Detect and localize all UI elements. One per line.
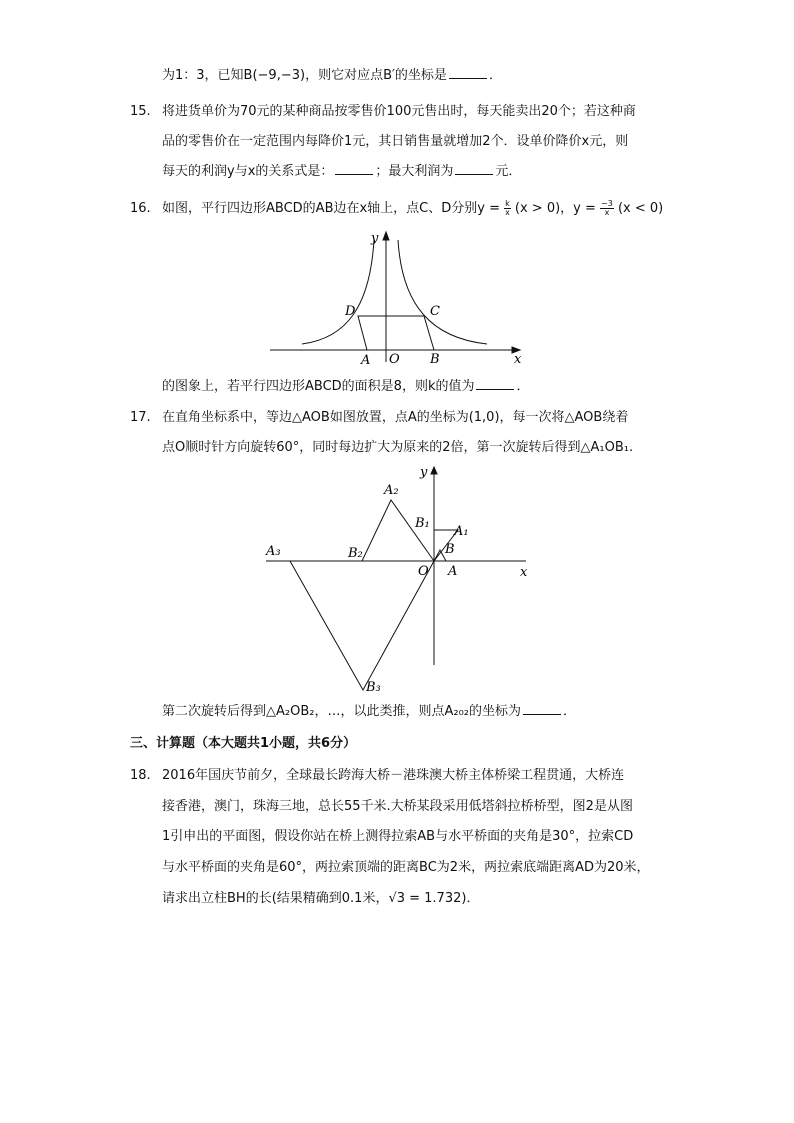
q17-number: 17.	[130, 410, 151, 425]
q14-text: 为1：3，已知B(−9,−3)，则它对应点B′的坐标是	[162, 68, 447, 83]
q18-line3: 1引申出的平面图，假设你站在桥上测得拉索AB与水平桥面的夹角是30°，拉索CD	[162, 829, 634, 844]
y-axis-arrow	[431, 467, 437, 474]
q15-blank-2[interactable]	[455, 162, 493, 175]
label-y: y	[420, 465, 428, 480]
q16-number: 16.	[130, 201, 151, 216]
label-B: B	[445, 542, 455, 557]
q14-answer-blank[interactable]	[449, 66, 487, 79]
label-O: O	[389, 352, 400, 366]
q17-line3: 第二次旋转后得到△A₂OB₂，…，以此类推，则点A₂₀₂的坐标为 ．	[162, 704, 577, 719]
y-axis-arrow	[383, 232, 389, 240]
label-A1: A₁	[454, 524, 469, 539]
label-D: D	[345, 304, 356, 319]
label-y: y	[371, 231, 379, 246]
fraction-neg3-over-x: $\frac{-3}{x}$	[601, 199, 613, 217]
label-B3: B₃	[366, 680, 381, 695]
hyperbola-left	[302, 240, 374, 344]
q15-line2: 品的零售价在一定范围内每降价1元，其日销售量就增加2个．设单价降价x元，则	[162, 134, 629, 149]
parallelogram-ABCD	[358, 316, 434, 350]
q18-line4: 与水平桥面的夹角是60°，两拉索顶端的距离BC为2米，两拉索底端距离AD为20米，	[162, 860, 650, 875]
q17-line2: 点O顺时针方向旋转60°，同时每边扩大为原来的2倍，第一次旋转后得到△A₁OB₁.	[162, 440, 634, 455]
q15-line1: 将进货单价为70元的某种商品按零售价100元售出时，每天能卖出20个；若这种商	[162, 104, 636, 119]
q16-line2: 的图象上，若平行四边形ABCD的面积是8，则k的值为 ．	[162, 379, 530, 394]
section3-title: 三、计算题（本大题共1小题，共6分）	[130, 736, 357, 751]
q16-figure	[262, 226, 532, 366]
label-B: B	[430, 352, 440, 366]
label-B1: B₁	[415, 516, 430, 531]
label-O: O	[418, 564, 429, 579]
q14-line: 为1：3，已知B(−9,−3)，则它对应点B′的坐标是 ．	[162, 68, 502, 83]
label-A3: A₃	[266, 544, 281, 559]
label-A: A	[361, 353, 371, 366]
label-C: C	[430, 304, 440, 319]
label-x: x	[520, 565, 528, 580]
q15-blank-1[interactable]	[335, 162, 373, 175]
q18-line1: 2016年国庆节前夕，全球最长跨海大桥－港珠澳大桥主体桥梁工程贯通，大桥连	[162, 768, 625, 783]
label-A: A	[448, 564, 458, 579]
q16-answer-blank[interactable]	[476, 377, 514, 390]
q17-line1: 在直角坐标系中，等边△AOB如图放置，点A的坐标为(1,0)，每一次将△AOB绕着	[162, 410, 629, 425]
label-x: x	[514, 352, 522, 366]
q18-line5: 请求出立柱BH的长(结果精确到0.1米，√3 = 1.732)．	[162, 891, 480, 906]
label-B2: B₂	[348, 546, 363, 561]
q15-number: 15.	[130, 104, 151, 119]
q17-figure	[258, 460, 548, 696]
q15-line3: 每天的利润y与x的关系式是： ；最大利润为 元．	[162, 164, 522, 179]
hyperbola-right	[398, 240, 487, 344]
label-A2: A₂	[384, 483, 399, 498]
fraction-k-over-x: $\frac{k}{x}$	[505, 199, 510, 217]
q18-number: 18.	[130, 768, 151, 783]
q18-line2: 接香港，澳门，珠海三地，总长55千米.大桥某段采用低塔斜拉桥桥型，图2是从图	[162, 799, 633, 814]
q16-line1: 如图，平行四边形ABCD的AB边在x轴上，点C、D分别y = $\frac{k}{x}$ (x > 0)，y = $\frac{-3}{x}$ (x < 0)	[162, 199, 664, 217]
q17-answer-blank[interactable]	[523, 702, 561, 715]
triangle-A3OB3	[290, 561, 434, 690]
